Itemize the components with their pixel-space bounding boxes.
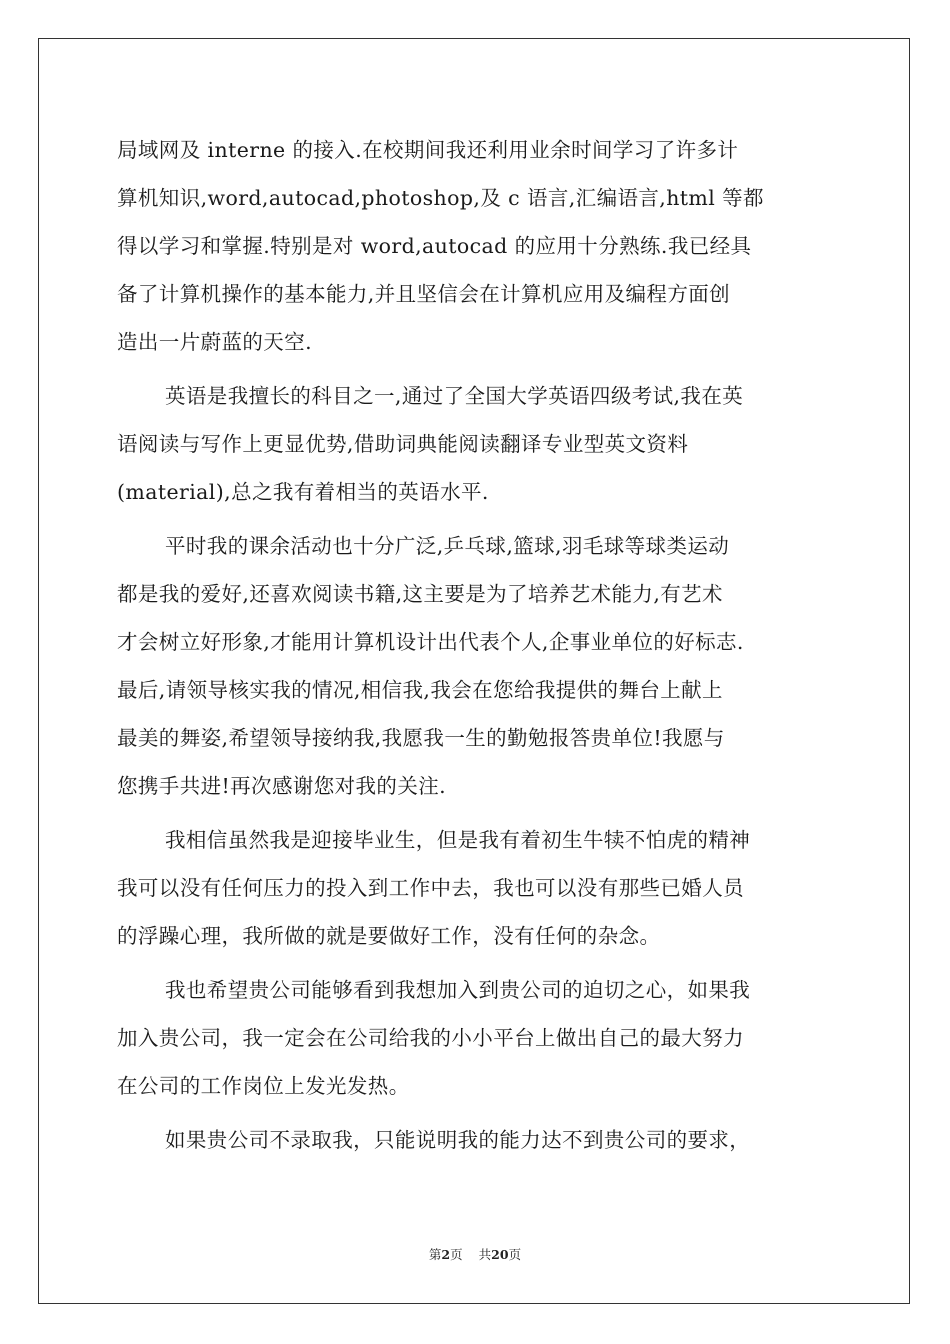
paragraph-1 — [117, 126, 841, 366]
text-line: (material),总之我有着相当的英语水平. — [117, 480, 489, 504]
text-line: 在公司的工作岗位上发光发热。 — [117, 1074, 410, 1098]
text-line: 最后,请领导核实我的情况,相信我,我会在您给我提供的舞台上献上 — [117, 678, 723, 702]
text-line: 才会树立好形象,才能用计算机设计出代表个人,企事业单位的好标志. — [117, 630, 744, 654]
text-line: 最美的舞姿,希望领导接纳我,我愿我一生的勤勉报答贵单位!我愿与 — [117, 726, 725, 750]
paragraph-6 — [117, 1116, 841, 1164]
text-line: 算机知识,word,autocad,photoshop,及 c 语言,汇编语言,html 等都 — [117, 186, 764, 210]
text-line: 我也希望贵公司能够看到我想加入到贵公司的迫切之心，如果我 — [165, 978, 751, 1002]
text-line: 得以学习和掌握.特别是对 word,autocad 的应用十分熟练.我已经具 — [117, 234, 752, 258]
page-prefix: 第 — [428, 1247, 442, 1262]
paragraph-5 — [117, 966, 841, 1110]
paragraph-2 — [117, 372, 841, 516]
paragraph-3 — [117, 522, 841, 810]
text-line: 英语是我擅长的科目之一,通过了全国大学英语四级考试,我在英 — [165, 384, 744, 408]
total-suffix: 页 — [508, 1247, 522, 1262]
page-suffix: 页 — [450, 1247, 463, 1262]
text-line: 备了计算机操作的基本能力,并且坚信会在计算机应用及编程方面创 — [117, 282, 731, 306]
text-line: 平时我的课余活动也十分广泛,乒乓球,篮球,羽毛球等球类运动 — [165, 534, 730, 558]
text-line: 的浮躁心理，我所做的就是要做好工作，没有任何的杂念。 — [117, 924, 661, 948]
total-prefix: 共 — [478, 1247, 492, 1262]
text-line: 您携手共进!再次感谢您对我的关注. — [117, 774, 447, 798]
page-footer — [0, 1246, 950, 1264]
text-line: 加入贵公司，我一定会在公司给我的小小平台上做出自己的最大努力 — [117, 1026, 744, 1050]
document-body — [117, 126, 841, 1164]
text-line: 如果贵公司不录取我，只能说明我的能力达不到贵公司的要求， — [165, 1128, 751, 1152]
text-line: 造出一片蔚蓝的天空. — [117, 330, 313, 354]
text-line: 局域网及 interne 的接入.在校期间我还利用业余时间学习了许多计 — [117, 138, 739, 162]
text-line: 都是我的爱好,还喜欢阅读书籍,这主要是为了培养艺术能力,有艺术 — [117, 582, 723, 606]
text-line: 语阅读与写作上更显优势,借助词典能阅读翻译专业型英文资料 — [117, 432, 689, 456]
paragraph-4 — [117, 816, 841, 960]
text-line: 我可以没有任何压力的投入到工作中去，我也可以没有那些已婚人员 — [117, 876, 744, 900]
total-pages: 20 — [491, 1247, 509, 1262]
text-line: 我相信虽然我是迎接毕业生，但是我有着初生牛犊不怕虎的精神 — [165, 828, 751, 852]
page-number: 2 — [441, 1247, 451, 1262]
